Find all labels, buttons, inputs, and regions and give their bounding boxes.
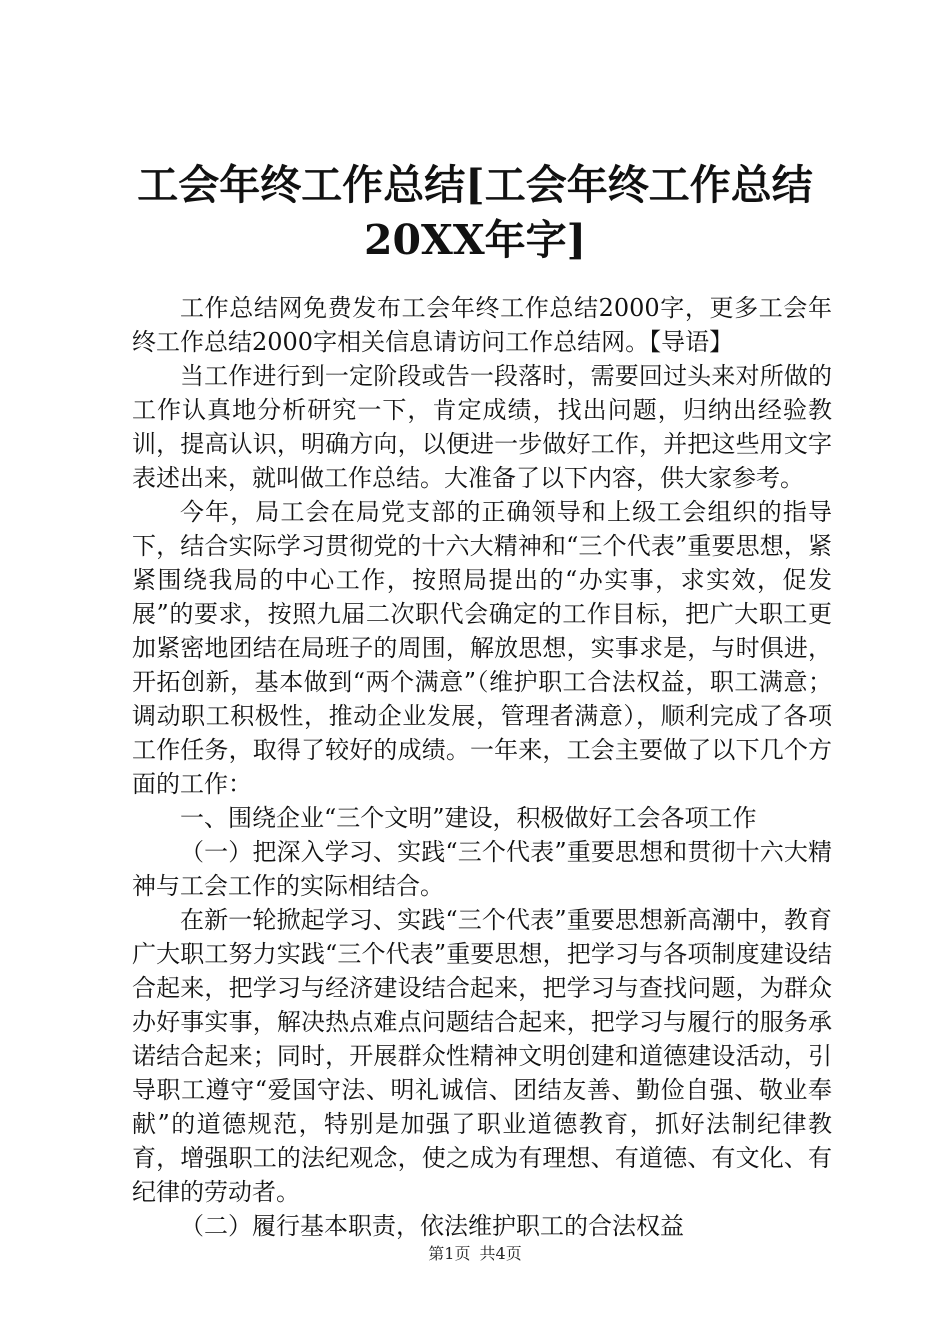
page-number: 第1页 [428,1244,471,1263]
paragraph-intro: 工作总结网免费发布工会年终工作总结2000字，更多工会年终工作总结2000字相关信息请访问工作总结网。【导语】 [132,294,832,356]
paragraph-preface: 当工作进行到一定阶段或告一段落时，需要回过头来对所做的工作认真地分析研究一下，肯定成绩，找出问题，归纳出经验教训，提高认识，明确方向，以便进一步做好工作，并把这些用文字表述出来，就叫做工作总结。大准备了以下内容，供大家参考。 [132,362,832,492]
section-heading-1: 一、围绕企业“三个文明”建设，积极做好工会各项工作 [180,804,757,832]
subsection-heading-2: （二）履行基本职责，依法维护职工的合法权益 [180,1212,684,1240]
paragraph-overview: 今年，局工会在局党支部的正确领导和上级工会组织的指导下，结合实际学习贯彻党的十六大精神和“三个代表”重要思想，紧紧围绕我局的中心工作，按照局提出的“办实事，求实效，促发展”的要求，按照九届二次职代会确定的工作目标，把广大职工更加紧密地团结在局班子的周围，解放思想，实事求是，与时俱进，开拓创新，基本做到“两个满意”（维护职工合法权益，职工满意；调动职工积极性，推动企业发展，管理者满意），顺利完成了各项工作任务，取得了较好的成绩。一年来，工会主要做了以下几个方面的工作： [132,498,832,798]
document-body [132,291,832,1243]
paragraph-study: 在新一轮掀起学习、实践“三个代表”重要思想新高潮中，教育广大职工努力实践“三个代表”重要思想，把学习与各项制度建设结合起来，把学习与经济建设结合起来，把学习与查找问题，为群众办好事实事，解决热点难点问题结合起来，把学习与履行的服务承诺结合起来；同时，开展群众性精神文明创建和道德建设活动，引导职工遵守“爱国守法、明礼诚信、团结友善、勤俭自强、敬业奉献”的道德规范，特别是加强了职业道德教育，抓好法制纪律教育，增强职工的法纪观念，使之成为有理想、有道德、有文化、有纪律的劳动者。 [132,906,832,1206]
page-footer [0,1244,950,1264]
page-total: 共4页 [479,1244,522,1263]
subsection-heading-1: （一）把深入学习、实践“三个代表”重要思想和贯彻十六大精神与工会工作的实际相结合。 [132,838,832,900]
document-title: 工会年终工作总结[工会年终工作总结20XX年字] [137,161,813,264]
